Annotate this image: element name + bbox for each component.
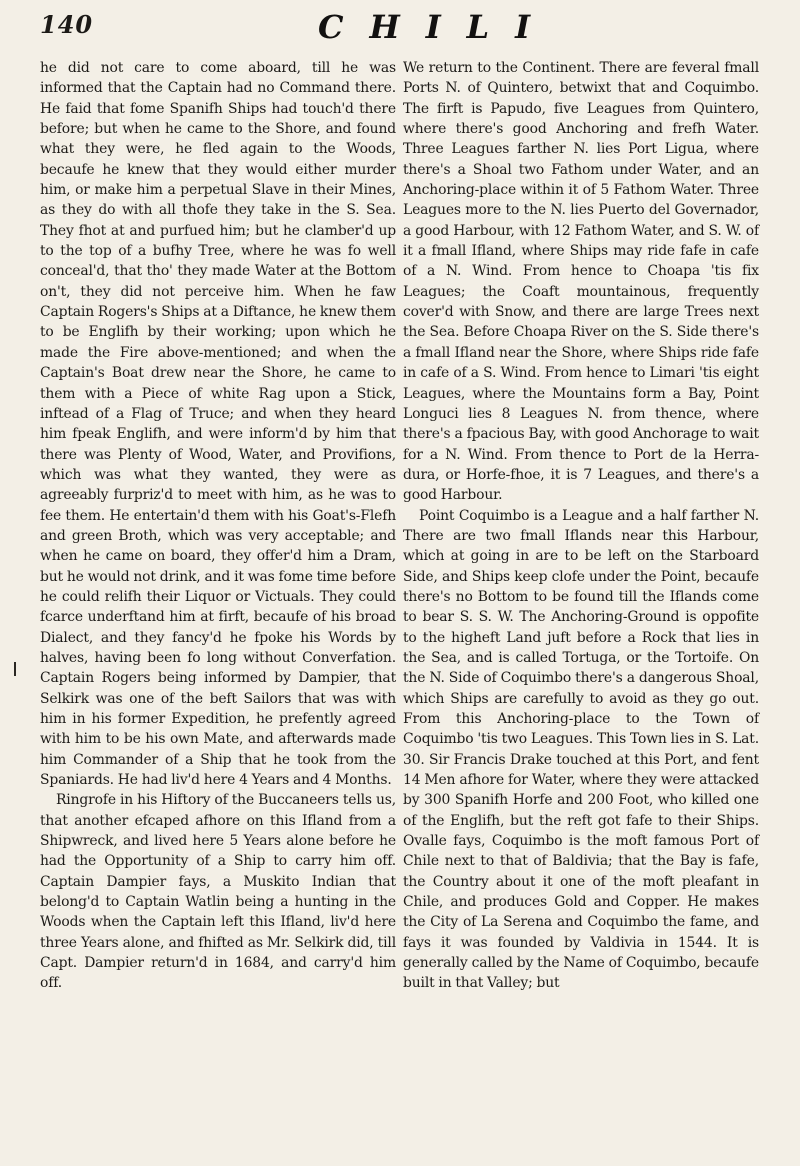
left-paragraph-1: he did not care to come aboard, till he was informed that the Captain had no Command there. He faid that fome Spanifh Ships had touch'd there before; but when he came to the Shore, and found what they were, he fled again to the Woods, becaufe he knew that they would either murder him, or make him a perpetual Slave in their Mines, as they do with all thofe they take in the S. Sea. They fhot at and purfued him; but he clamber'd up to the top of a bufhy Tree, where he was fo well conceal'd, that tho' they made Water at the Bottom on't, they did not perceive him. When he faw Captain Rogers's Ships at a Diftance, he knew them to be Englifh by their working; upon which he made the Fire above-mentioned; and when the Captain's Boat drew near the Shore, he came to them with a Piece of white Rag upon a Stick, inftead of a Flag of Truce; and when they heard him fpeak Englifh, and were inform'd by him that there was Plenty of Wood, Water, and Provifions, which was what they wanted, they were as agreeably furpriz'd to meet with him, as he was to fee them. He entertain'd them with his Goat's-Flefh and green Broth, which was very acceptable; and when he came on board, they offer'd him a Dram, but he would not drink, and it was fome time before he could relifh their Liquor or Victuals. They could fcarce underftand him at firft, becaufe of his broad Dialect, and they fancy'd he fpoke his Words by halves, having been fo long without Converfation. Captain Rogers being informed by Dampier, that Selkirk was one of the beft Sailors that was with him in his former Expedition, he prefently agreed with him to be his own Mate, and afterwards made him Commander of a Ship that he took from the Spaniards. He had liv'd here 4 Years and 4 Months. bbox=[40, 60, 396, 789]
left-column bbox=[40, 58, 396, 994]
left-paragraph-2: Ringrofe in his Hiftory of the Buccaneers tells us, that another efcaped afhore on this Ifland from a Shipwreck, and lived here 5 Years alone before he had the Opportunity of a Ship to carry him off. Captain Dampier fays, a Muskito Indian that belong'd to Captain Watlin being a hunting in the Woods when the Captain left this Ifland, liv'd here three Years alone, and fhifted as Mr. Selkirk did, till Capt. Dampier return'd in 1684, and carry'd him off. bbox=[40, 792, 396, 992]
right-paragraph-2: Point Coquimbo is a League and a half farther N. There are two fmall Iflands near this Harbour, which at going in are to be left on the Starboard Side, and Ships keep clofe under the Point, becaufe there's no Bottom to be found till the Iflands come to bear S. S. W. The Anchoring-Ground is oppofite to the higheft Land juft before a Rock that lies in the Sea, and is called Tortuga, or the Tortoife. On the N. Side of Coquimbo there's a dangerous Shoal, which Ships are carefully to avoid as they go out. From this Anchoring-place to the Town of Coquimbo 'tis two Leagues. This Town lies in S. Lat. 30. Sir Francis Drake touched at this Port, and fent 14 Men afhore for Water, where they were attacked by 300 Spanifh Horfe and 200 Foot, who killed one of the Englifh, but the reft got fafe to their Ships. Ovalle fays, Coquimbo is the moft famous Port of Chile next to that of Baldivia; that the Bay is fafe, the Country about it one of the moft pleafant in Chile, and produces Gold and Copper. He makes the City of La Serena and Coquimbo the fame, and fays it was founded by Valdivia in 1544. It is generally called by the Name of Coquimbo, becaufe built in that Valley; but bbox=[403, 507, 759, 992]
margin-mark bbox=[14, 662, 16, 676]
page-number: 140 bbox=[40, 10, 94, 39]
right-paragraph-1: We return to the Continent. There are feveral fmall Ports N. of Quintero, betwixt that and Coquimbo. The firft is Papudo, five Leagues from Quintero, where there's good Anchoring and frefh Water. Three Leagues farther N. lies Port Ligua, where there's a Shoal two Fathom under Water, and an Anchoring-place within it of 5 Fathom Water. Three Leagues more to the N. lies Puerto del Governador, a good Harbour, with 12 Fathom Water, and S. W. of it a fmall Ifland, where Ships may ride fafe in cafe of a N. Wind. From hence to Choapa 'tis fix Leagues; the Coaft mountainous, frequently cover'd with Snow, and there are large Trees next the Sea. Before Choapa River on the S. Side there's a fmall Ifland near the Shore, where Ships ride fafe in cafe of a S. Wind. From hence to Limari 'tis eight Leagues, where the Mountains form a Bay, Point Longuci lies 8 Leagues N. from thence, where there's a fpacious Bay, with good Anchorage to wait for a N. Wind. From thence to Port de la Herra-dura, or Horfe-fhoe, it is 7 Leagues, and there's a good Harbour. bbox=[403, 60, 759, 504]
running-title: CHILI bbox=[318, 8, 557, 46]
right-column bbox=[403, 58, 759, 994]
